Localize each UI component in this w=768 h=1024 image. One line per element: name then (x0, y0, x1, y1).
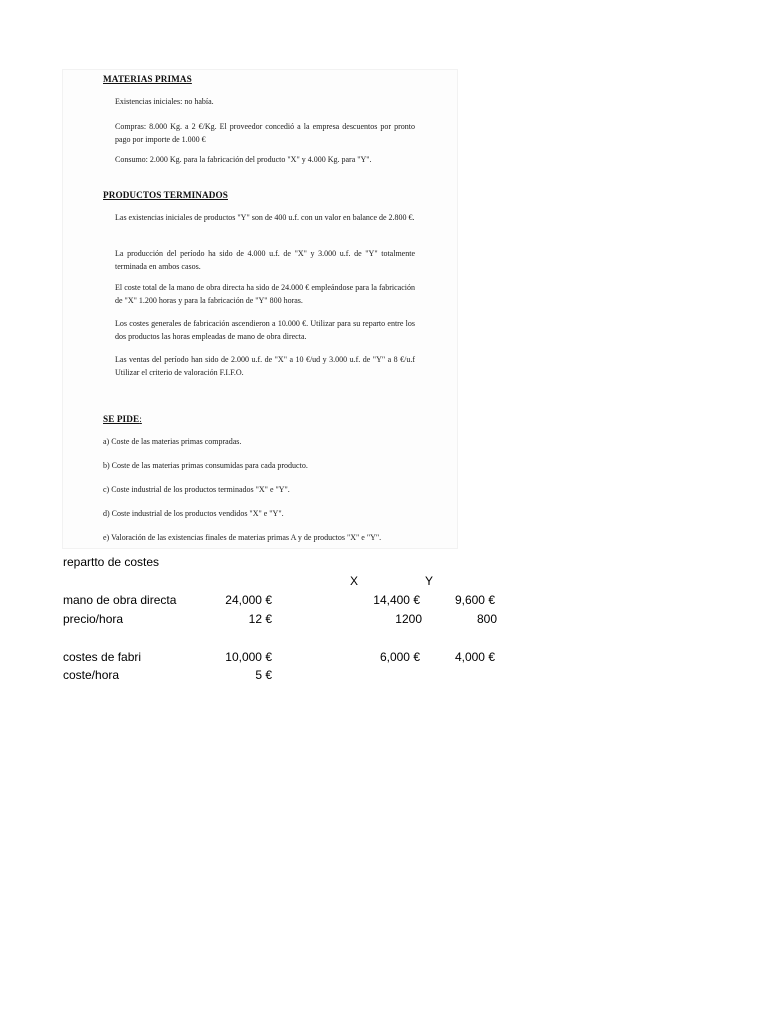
row-y-mano-obra: 9,600 € (454, 593, 495, 607)
mp-line-2: Compras: 8.000 Kg. a 2 €/Kg. El proveedor concedió a la empresa descuentos por pronto pago por importe de 1.000 € (115, 122, 415, 144)
question-e: e) Valoración de las existencias finales de materias primas A y de productos "X" e "Y". (103, 533, 382, 542)
row-x-mano-obra: 14,400 € (373, 593, 420, 607)
pt-line-2: La producción del período ha sido de 4.000 u.f. de "X" y 3.000 u.f. de "Y" totalmente terminada en ambos casos. (115, 249, 415, 271)
se-pide-label: SE PIDE (103, 414, 140, 424)
row-y-precio-hora: 800 (476, 612, 497, 626)
row-label-costes-fabri: costes de fabri (63, 650, 142, 664)
heading-materias-primas: MATERIAS PRIMAS (103, 74, 192, 84)
question-d: d) Coste industrial de los productos vendidos "X" e "Y". (103, 509, 284, 518)
pt-line-1: Las existencias iniciales de productos "Y" son de 400 u.f. con un valor en balance de 2.800 €. (115, 213, 415, 222)
pt-line-4: Los costes generales de fabricación ascendieron a 10.000 €. Utilizar para su reparto entre los dos productos las horas empleadas de mano de obra directa. (115, 319, 415, 341)
row-total-mano-obra: 24,000 € (225, 593, 272, 607)
pt-line-5: Las ventas del período han sido de 2.000 u.f. de "X" a 10 €/ud y 3.000 u.f. de "Y" a 8 €/u.f Utilizar el criterio de valoración F.I.F.O. (115, 355, 415, 377)
question-b: b) Coste de las materias primas consumidas para cada producto. (103, 461, 308, 470)
row-label-precio-hora: precio/hora (63, 612, 124, 626)
column-header-y: Y (424, 574, 433, 588)
row-label-coste-hora: coste/hora (63, 668, 120, 682)
row-y-costes-fabri: 4,000 € (454, 650, 495, 664)
heading-productos-terminados: PRODUCTOS TERMINADOS (103, 190, 228, 200)
row-x-precio-hora: 1200 (395, 612, 422, 626)
row-total-coste-hora: 5 € (255, 668, 272, 682)
row-x-costes-fabri: 6,000 € (379, 650, 420, 664)
mp-line-1: Existencias iniciales: no había. (115, 97, 214, 106)
sheet-title: repartto de costes (63, 555, 160, 569)
question-a: a) Coste de las materias primas compradas. (103, 437, 242, 446)
row-total-costes-fabri: 10,000 € (225, 650, 272, 664)
column-header-x: X (349, 574, 358, 588)
se-pide-colon: : (139, 414, 142, 424)
row-label-mano-obra: mano de obra directa (63, 593, 177, 607)
question-c: c) Coste industrial de los productos terminados "X" e "Y". (103, 485, 290, 494)
row-total-precio-hora: 12 € (248, 612, 272, 626)
pt-line-3: El coste total de la mano de obra directa ha sido de 24.000 € empleándose para la fabricación de "X" 1.200 horas y para la fabricación de "Y" 800 horas. (115, 283, 415, 305)
mp-line-3: Consumo: 2.000 Kg. para la fabricación del producto "X" y 4.000 Kg. para "Y". (115, 155, 372, 164)
